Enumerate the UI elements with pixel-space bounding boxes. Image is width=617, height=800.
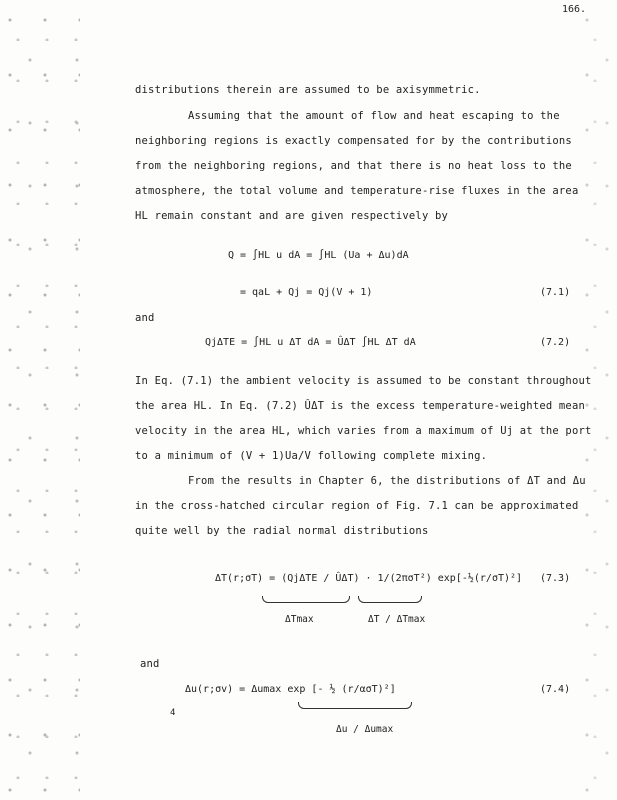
scan-speckle-left [0,0,80,800]
equation-7-4: Δu(r;σv) = Δumax exp [- ½ (r/ασT)²] [185,684,396,695]
equation-number: (7.4) [540,684,571,695]
underbrace-label: ΔT / ΔTmax [368,614,426,625]
text-line: From the results in Chapter 6, the distributions of ΔT and Δu [188,475,586,487]
text-line: atmosphere, the total volume and temperature-rise fluxes in the area [135,185,579,197]
underbrace [262,596,350,603]
text-line: the area HL. In Eq. (7.2) ÛΔT is the excess temperature-weighted mean [135,400,585,412]
equation-7-1-line2: = qaL + Qj = Qj(V + 1) [240,287,373,298]
underbrace-label: Δu / Δumax [336,724,394,735]
margin-mark: 4 [170,708,176,718]
equation-7-3: ΔT(r;σT) = (QjΔTE / ÛΔT) · 1/(2πσT²) exp[-½(r/σT)²] [215,573,523,584]
equation-7-2: QjΔTE = ∫HL u ΔT dA = ÛΔT ∫HL ΔT dA [205,337,416,348]
equation-number: (7.3) [540,573,571,584]
text-line: and [135,312,155,324]
page-number: 166. [562,4,587,15]
underbrace-label: ΔTmax [285,614,314,625]
equation-number: (7.1) [540,287,571,298]
text-line: in the cross-hatched circular region of Fig. 7.1 can be approximated [135,500,579,512]
text-line: from the neighboring regions, and that there is no heat loss to the [135,160,572,172]
underbrace [298,702,412,709]
text-line: distributions therein are assumed to be axisymmetric. [135,84,481,96]
text-line: velocity in the area HL, which varies from a maximum of Uj at the port [135,425,592,437]
equation-number: (7.2) [540,337,571,348]
text-line: Assuming that the amount of flow and heat escaping to the [188,110,560,122]
text-line: neighboring regions is exactly compensated for by the contributions [135,135,572,147]
equation-7-1-line1: Q = ∫HL u dA = ∫HL (Ua + Δu)dA [228,250,409,261]
text-line: and [140,658,160,670]
underbrace [358,596,422,603]
text-line: HL remain constant and are given respectively by [135,210,449,222]
text-line: to a minimum of (V + 1)Ua/V following complete mixing. [135,450,488,462]
text-line: In Eq. (7.1) the ambient velocity is assumed to be constant throughout [135,375,592,387]
text-line: quite well by the radial normal distributions [135,525,429,537]
